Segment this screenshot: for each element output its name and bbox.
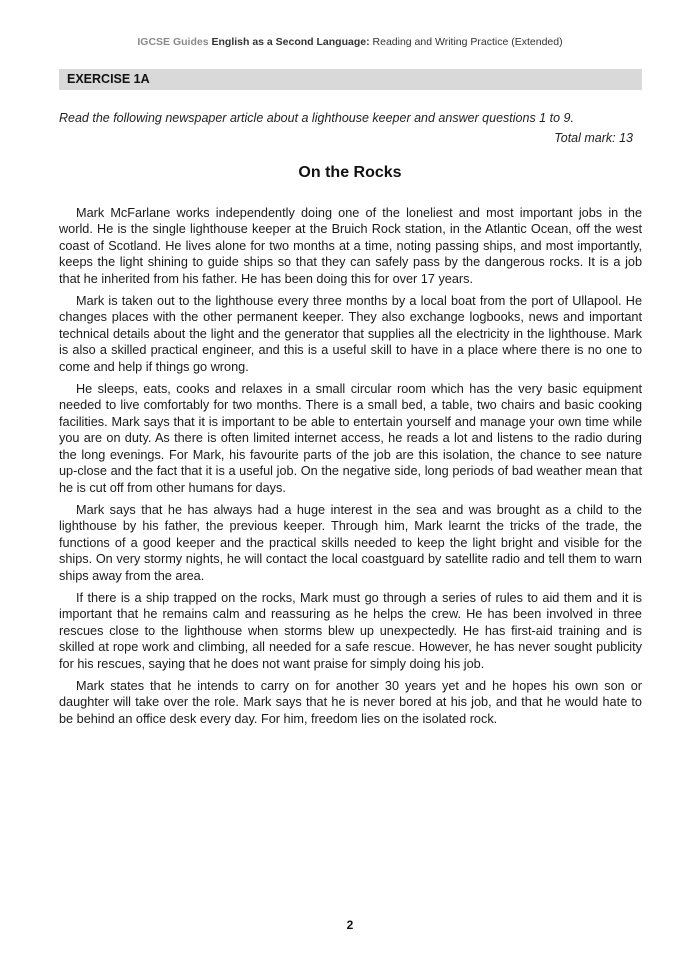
page-number: 2 [346,918,354,932]
article-title: On the Rocks [298,164,402,181]
book-subtitle: Reading and Writing Practice (Extended) [372,36,563,48]
article-paragraph: Mark McFarlane works independently doing one of the loneliest and most important jobs in the world. He is the single lighthouse keeper at the Bruich Rock station, in the Atlantic Ocean, off the west coast of Scotland. He lives alone for two months at a time, noting passing ships, and most importantly, keeps the light shining to guide ships so that they can safely pass by the dangerous rocks. It is a job that he inherited from his father. He has been doing this for over 17 years. [59,206,642,286]
total-mark: Total mark: 13 [554,131,633,145]
subject-name: English as a Second Language: [211,36,370,48]
running-header [0,36,700,48]
article-paragraph: Mark is taken out to the lighthouse every three months by a local boat from the port of Ullapool. He changes places with the other permanent keeper. They also exchange logbooks, news and important technical details about the light and the generator that supplies all the electricity in the lighthouse. Mark is also a skilled practical engineer, and this is a useful skill to have in a place where there is no one to come and help if things go wrong. [59,294,642,374]
article-paragraph: Mark says that he has always had a huge interest in the sea and was brought as a child to the lighthouse by his father, the previous keeper. Through him, Mark learnt the tricks of the trade, the functions of a good keeper and the practical skills needed to keep the light bright and visible for the ships. On very stormy nights, he will contact the local coastguard by satellite radio and tell them to warn ships away from the area. [59,502,642,583]
article-body [59,205,642,733]
article-paragraph: If there is a ship trapped on the rocks, Mark must go through a series of rules to aid them and it is important that he remains calm and reassuring as he helps the crew. He has been involved in three rescues close to the lighthouse when storms blew up unexpectedly. He has first-aid training and is skilled at rope work and climbing, all needed for a safe rescue. However, he has never sought publicity for his rescues, saying that he does not want praise for simply doing his job. [59,590,642,671]
series-name: IGCSE Guides [137,36,209,48]
exercise-heading: EXERCISE 1A [59,69,642,90]
exercise-instructions: Read the following newspaper article about a lighthouse keeper and answer questions 1 to 9. [59,111,574,125]
article-paragraph: He sleeps, eats, cooks and relaxes in a small circular room which has the very basic equipment needed to live comfortably for two months. There is a small bed, a table, two chairs and basic cooking facilities. Mark says that it is important to be able to entertain yourself and manage your own time while you are on duty. As there is often limited internet access, he reads a lot and listens to the radio during the long evenings. For Mark, his favourite parts of the job are this isolation, the chance to see nature up-close and the fact that it is a useful job. On the negative side, long periods of bad weather mean that he is cut off from other humans for days. [59,382,642,495]
article-paragraph: Mark states that he intends to carry on for another 30 years yet and he hopes his own son or daughter will take over the role. Mark says that he is never bored at his job, and that he would hate to be behind an office desk every day. For him, freedom lies on the isolated rock. [59,678,642,726]
